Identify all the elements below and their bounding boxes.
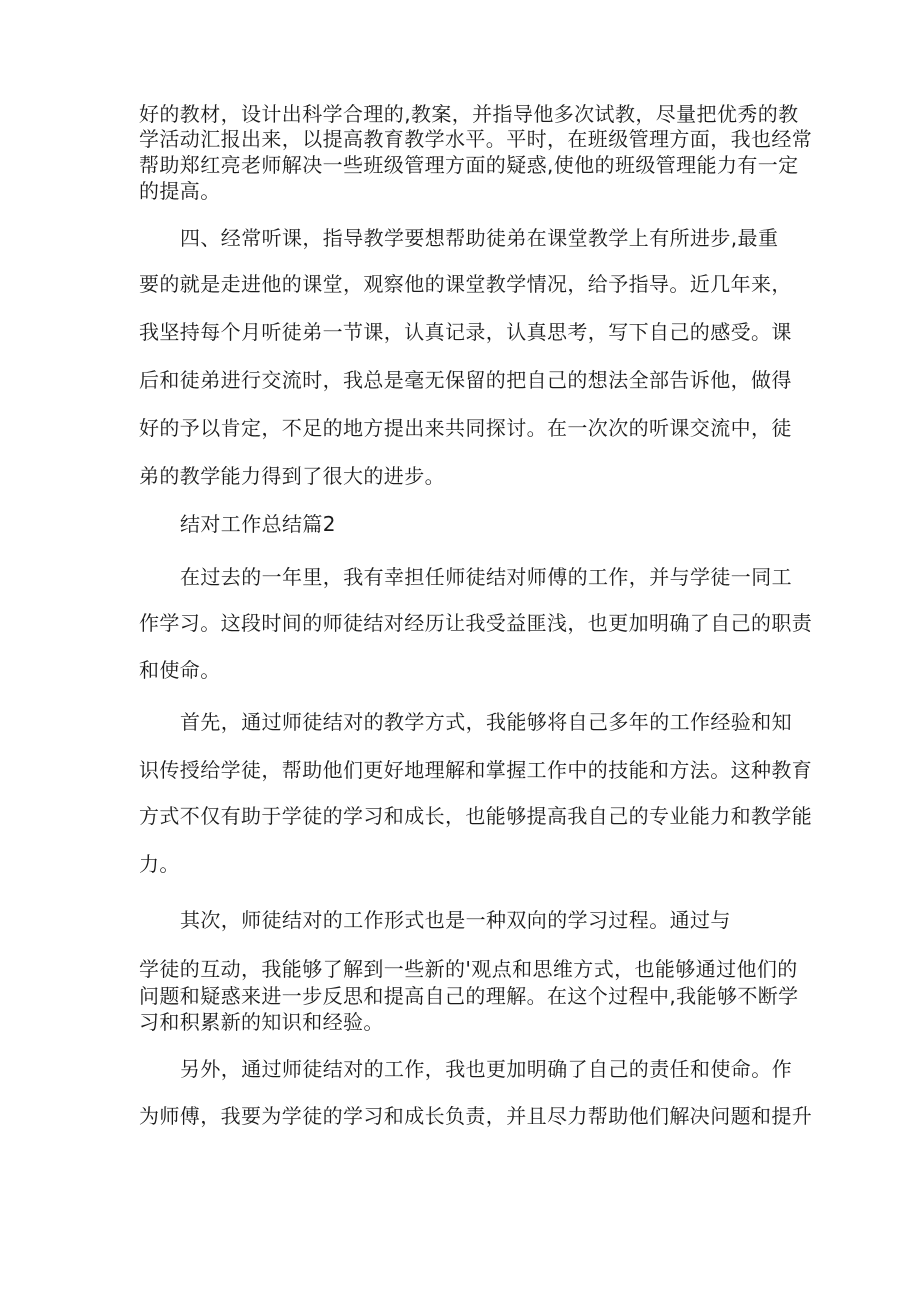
p4-line-3: 方式不仅有助于学徒的学习和成长，也能够提高我自己的专业能力和教学能 bbox=[139, 804, 813, 828]
p3-line-2: 作学习。这段时间的师徒结对经历让我受益匪浅，也更加明确了自己的职责 bbox=[139, 611, 813, 635]
section-heading: 结对工作总结篇2 bbox=[180, 512, 336, 536]
p6-line-2: 为师傅，我要为学徒的学习和成长负责，并且尽力帮助他们解决问题和提升 bbox=[139, 1104, 813, 1128]
p2-line-3: 我坚持每个月听徒弟一节课，认真记录，认真思考，写下自己的感受。课 bbox=[139, 320, 792, 344]
p5-line-3: 问题和疑惑来进一步反思和提高自己的理解。在这个过程中,我能够不断学 bbox=[139, 984, 799, 1008]
p1-line-4: 的提高。 bbox=[139, 179, 221, 203]
p1-line-2: 学活动汇报出来，以提高教育教学水平。平时，在班级管理方面，我也经常 bbox=[139, 127, 813, 151]
p5-line-4: 习和积累新的知识和经验。 bbox=[139, 1010, 384, 1034]
p4-line-1: 首先，通过师徒结对的教学方式，我能够将自己多年的工作经验和知 bbox=[180, 710, 792, 734]
p3-line-1: 在过去的一年里，我有幸担任师徒结对师傅的工作，并与学徒一同工 bbox=[180, 565, 792, 589]
p6-line-1: 另外，通过师徒结对的工作，我也更加明确了自己的责任和使命。作 bbox=[180, 1057, 792, 1081]
p4-line-4: 力。 bbox=[139, 852, 180, 876]
p2-line-5: 好的予以肯定，不足的地方提出来共同探讨。在一次次的听课交流中，徒 bbox=[139, 416, 792, 440]
p4-line-2: 识传授给学徒，帮助他们更好地理解和掌握工作中的技能和方法。这种教育 bbox=[139, 758, 813, 782]
p2-line-4: 后和徒弟进行交流时，我总是毫无保留的把自己的想法全部告诉他，做得 bbox=[139, 368, 792, 392]
p1-line-1: 好的教材，设计出科学合理的,教案，并指导他多次试教，尽量把优秀的教 bbox=[139, 102, 799, 126]
p2-line-2: 要的就是走进他的课堂，观察他的课堂教学情况，给予指导。近几年来， bbox=[139, 272, 792, 296]
p2-line-1: 四、经常听课，指导教学要想帮助徒弟在课堂教学上有所进步,最重 bbox=[180, 226, 779, 250]
p2-line-6: 弟的教学能力得到了很大的进步。 bbox=[139, 464, 445, 488]
p5-line-1: 其次，师徒结对的工作形式也是一种双向的学习过程。通过与 bbox=[180, 908, 731, 932]
p3-line-3: 和使命。 bbox=[139, 658, 221, 682]
p1-line-3: 帮助郑红亮老师解决一些班级管理方面的疑惑,使他的班级管理能力有一定 bbox=[139, 153, 799, 177]
p5-line-2: 学徒的互动，我能够了解到一些新的'观点和思维方式，也能够通过他们的 bbox=[139, 957, 798, 981]
